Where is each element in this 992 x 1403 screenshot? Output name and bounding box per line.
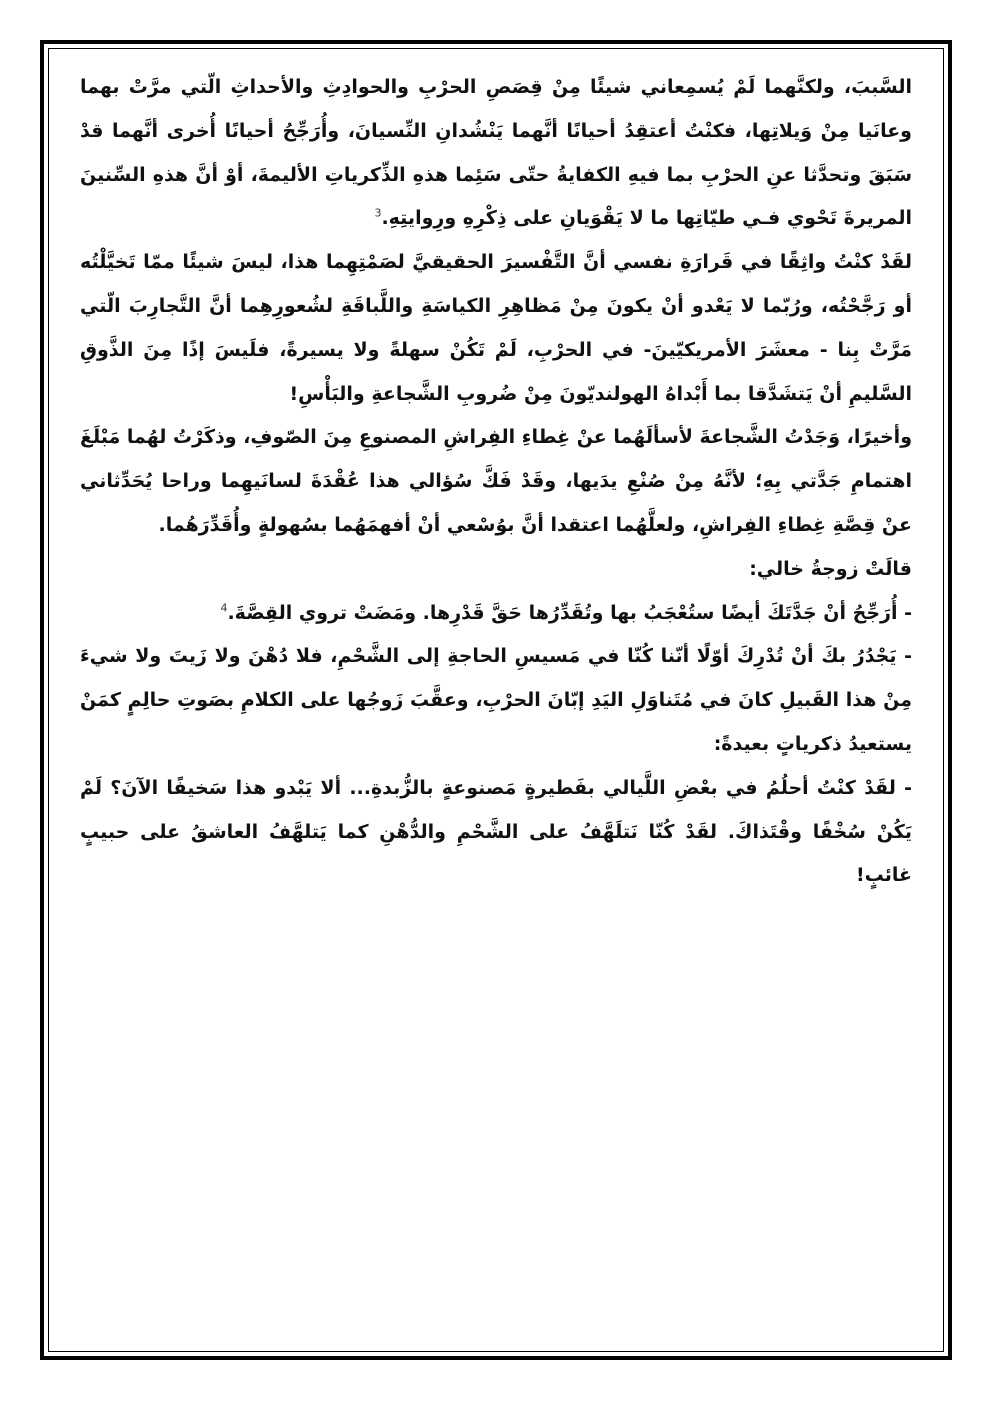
paragraph-1 [80,66,912,241]
footnote-ref: 3 [374,207,382,221]
paragraph-text: السَّببَ، ولكنَّهما لَمْ يُسمِعاني شيئًا مِنْ قِصَصِ الحرْبِ والحوادِثِ والأحداثِ الّتي مرَّتْ بهما وعانَيا مِنْ وَيلاتِها، فكنْتُ أعتقِدُ أحيانًا أنَّهما يَنْشُدانِ النِّسيانَ، وأُرَجِّحُ أحيانًا أُخرى أنَّهما قدْ سَبَقَ وتحدَّثا عنِ الحرْبِ بما فيهِ الكفايةُ حتّى سَئِما هذهِ الذِّكرياتِ الأليمةَ، أوْ أنَّ هذهِ السِّنينَ المريرةَ تَحْوي فـي طيّاتِها ما لا يَقْوَيانِ على ذِكْرِهِ ورِوايتِهِ. [80,76,912,230]
paragraph-text: - لقَدْ كنْتُ أحلُمُ في بعْضِ اللَّيالي بفَطيرةٍ مَصنوعةٍ بالزُّبدةِ... ألا يَبْدو هذا سَخيفًا الآنَ؟ لَمْ يَكُنْ سُخْفًا وقْتَذاكَ. لقَدْ كُنّا نَتلَهَّفُ على الشَّحْمِ والدُّهْنِ كما يَتلهَّفُ العاشقُ على حبيبٍ غائبٍ! [80,776,912,887]
paragraph-7 [80,767,912,898]
paragraph-3 [80,416,912,547]
paragraph-text: لقَدْ كنْتُ واثِقًا في قَرارَةِ نفسي أنَّ التَّفْسيرَ الحقيقيَّ لصَمْتِهِما هذا، ليسَ شيئًا ممّا تَخيَّلْتُه أو رَجَّحْتُه، ورُبّما لا يَعْدو أنْ يكونَ مِنْ مَظاهِرِ الكياسَةِ واللَّباقَةِ لشُعورِهِما أنَّ التَّجارِبَ الّتي مَرَّتْ بِنا - معشَرَ الأمريكيّينَ- في الحرْبِ، لَمْ تَكُنْ سهلةً ولا يسيرةً، فلَيسَ إذًا مِنَ الذَّوقِ السَّليمِ أنْ يَتشَدَّقا بما أَبْداهُ الهولنديّونَ مِنْ ضُروبِ الشَّجاعةِ والبَأْسِ! [80,251,912,405]
story-text [80,66,912,898]
paragraph-text: وأخيرًا، وَجَدْتُ الشَّجاعةَ لأسألَهُما عنْ غِطاءِ الفِراشِ المصنوعِ مِنَ الصّوفِ، وذكَرْتُ لهُما مَبْلَغَ اهتمامِ جَدَّتي بِهِ؛ لأنَّهُ مِنْ صُنْعِ يدَيها، وقَدْ فَكَّ سُؤالي هذا عُقْدَةَ لسانَيهِما وراحا يُحَدِّثاني عنْ قِصَّةِ غِطاءِ الفِراشِ، ولعلَّهُما اعتقدا أنَّ بوُسْعي أنْ أفهمَهُما بسُهولةٍ وأُقَدِّرَهُما. [80,426,912,536]
footnote-ref: 4 [220,601,228,615]
paragraph-text: - أُرَجِّحُ أنْ جَدَّتَكَ أيضًا ستُعْجَبُ بها وتُقَدِّرُها حَقَّ قَدْرِها. ومَضَتْ تروي القِصَّةَ. [227,601,912,624]
paragraph-text: - يَجْدُرُ بكَ أنْ تُدْرِكَ أوّلًا أنّنا كُنّا في مَسيسِ الحاجةِ إلى الشَّحْمِ، فلا دُهْنَ ولا زَيتَ ولا شيءَ مِنْ هذا القَبيلِ كانَ في مُتَناوَلِ اليَدِ إبّانَ الحرْبِ، وعقَّبَ زَوجُها على الكلامِ بصَوتِ حالِمٍ كمَنْ يستعيدُ ذكرياتٍ بعيدةً: [80,645,912,755]
paragraph-2 [80,241,912,416]
paragraph-text: قالَتْ زوجةُ خالي: [749,557,912,580]
paragraph-4 [80,548,912,592]
paragraph-5 [80,592,912,636]
paragraph-6 [80,635,912,766]
